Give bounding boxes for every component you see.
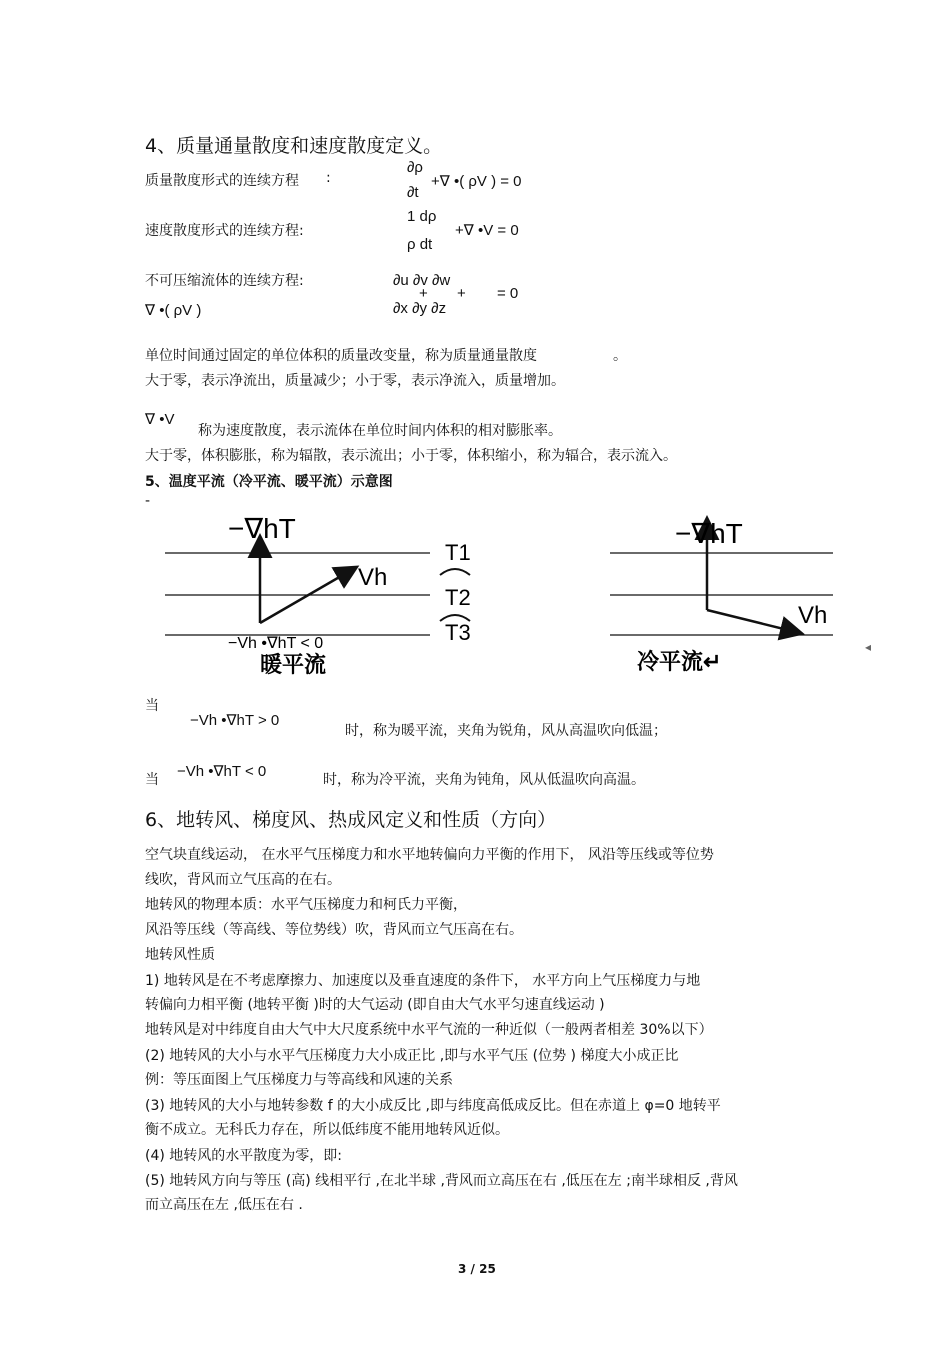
s6-line-10: 例：等压面图上气压梯度力与等高线和风速的关系: [145, 1072, 453, 1088]
isotherm-t1: T1: [445, 540, 471, 565]
incomp-denominators: ∂x ∂y ∂z: [393, 300, 447, 317]
isotherm-t2: T2: [445, 585, 471, 610]
vel-eq-rest: +∇ •V = 0: [455, 222, 519, 239]
warm-wind-label: Vh: [358, 564, 388, 591]
s6-line-1: 空气块直线运动， 在水平气压梯度力和水平地转偏向力平衡的作用下， 风沿等压线或等位势: [145, 847, 714, 863]
s6-line-12: 衡不成立。无科氏力存在，所以低纬度不能用地转风近似。: [145, 1122, 509, 1138]
s6-line-11: (3) 地转风的大小与地转参数 f 的大小成反比 ,即与纬度高低成反比。但在赤道上 φ=0 地转平: [145, 1098, 721, 1114]
s6-line-5: 地转风性质: [145, 947, 215, 963]
s6-line-6: 1) 地转风是在不考虑摩擦力、加速度以及垂直速度的条件下， 水平方向上气压梯度力与地: [145, 973, 701, 989]
isotherm-labels: [440, 540, 471, 645]
s6-line-8: 地转风是对中纬度自由大气中大尺度系统中水平气流的一种近似（一般两者相差 30%以下）: [145, 1022, 713, 1038]
warm-caption: 暖平流: [260, 652, 327, 677]
section5-heading: 5、温度平流（冷平流、暖平流）示意图: [145, 474, 393, 490]
section5-dash: -: [145, 493, 151, 509]
mass-flux-divergence-def: 单位时间通过固定的单位体积的质量改变量，称为质量通量散度: [145, 348, 537, 364]
advection-diagram: [150, 505, 885, 680]
velocity-continuity-label: 速度散度形式的连续方程:: [145, 223, 304, 239]
s6-line-3: 地转风的物理本质：水平气压梯度力和柯氏力平衡，: [145, 897, 467, 913]
warm-advection-panel: [165, 513, 430, 677]
incomp-plus-2: +: [457, 285, 466, 302]
section6-heading: 6、地转风、梯度风、热成风定义和性质（方向）: [145, 809, 557, 831]
s6-line-13: (4) 地转风的水平散度为零，即:: [145, 1148, 342, 1164]
when-cold: 当: [145, 772, 159, 788]
cold-condition: −Vh •∇hT < 0: [177, 763, 267, 780]
mass-eq-rest: +∇ •( ρV ) = 0: [431, 173, 522, 190]
mass-continuity-colon: :: [326, 170, 331, 186]
s6-line-14: (5) 地转风方向与等压 (高) 线相平行 ,在北半球 ,背风而立高压在右 ,低压在左 ;南半球相反 ,背风: [145, 1173, 738, 1189]
incompressible-left: ∇ •( ρV ): [145, 302, 202, 319]
warm-condition: −Vh •∇hT > 0: [190, 712, 280, 729]
cold-description: 时，称为冷平流，夹角为钝角，风从低温吹向高温。: [323, 772, 645, 788]
edge-marker: ◂: [865, 640, 872, 654]
velocity-divergence-sign-meaning: 大于零，体积膨胀，称为辐散，表示流出；小于零，体积缩小，称为辐合，表示流入。: [145, 448, 677, 464]
incomp-numerators: ∂u ∂v ∂w: [393, 272, 451, 289]
mass-flux-divergence-period: 。: [613, 348, 627, 364]
velocity-divergence-symbol: ∇ •V: [145, 411, 175, 428]
s6-line-2: 线吹，背风而立气压高的在右。: [145, 872, 341, 888]
velocity-divergence-def: 称为速度散度，表示流体在单位时间内体积的相对膨胀率。: [198, 423, 562, 439]
warm-description: 时，称为暖平流，夹角为锐角，风从高温吹向低温；: [345, 723, 667, 739]
incomp-plus-1: +: [419, 285, 428, 302]
s6-line-15: 而立高压在左 ,低压在右 .: [145, 1197, 303, 1213]
when-warm: 当: [145, 698, 159, 714]
mass-continuity-label: 质量散度形式的连续方程: [145, 173, 299, 189]
incomp-equals-zero: = 0: [497, 285, 519, 302]
cold-gradient-label: −∇hT: [675, 518, 743, 549]
cold-caption: 冷平流↵: [637, 649, 722, 674]
s6-line-4: 风沿等压线（等高线、等位势线）吹，背风而立气压高在右。: [145, 922, 523, 938]
vel-eq-numerator: 1 dρ: [407, 208, 437, 225]
cold-wind-arrow: [707, 610, 800, 633]
isotherm-t3: T3: [445, 620, 471, 645]
warm-formula: −Vh •∇hT < 0: [228, 635, 324, 652]
warm-gradient-label: −∇hT: [228, 513, 296, 544]
section4-heading: 4、质量通量散度和速度散度定义。: [145, 135, 443, 157]
incompressible-label: 不可压缩流体的连续方程:: [145, 273, 304, 289]
mass-eq-numerator: ∂ρ: [407, 159, 423, 176]
cold-advection-panel: [610, 518, 833, 674]
s6-line-7: 转偏向力相平衡 (地转平衡 )时的大气运动 (即自由大气水平匀速直线运动 ): [145, 997, 605, 1013]
cold-wind-label: Vh: [798, 602, 828, 629]
isotherm-arc-1: [440, 569, 470, 575]
page-number: 3 / 25: [458, 1262, 496, 1276]
vel-eq-denominator: ρ dt: [407, 236, 433, 253]
mass-flux-sign-meaning: 大于零，表示净流出，质量减少；小于零，表示净流入，质量增加。: [145, 373, 565, 389]
mass-eq-denominator: ∂t: [407, 184, 419, 201]
s6-line-9: (2) 地转风的大小与水平气压梯度力大小成正比 ,即与水平气压 (位势 ) 梯度大小成正比: [145, 1048, 679, 1064]
